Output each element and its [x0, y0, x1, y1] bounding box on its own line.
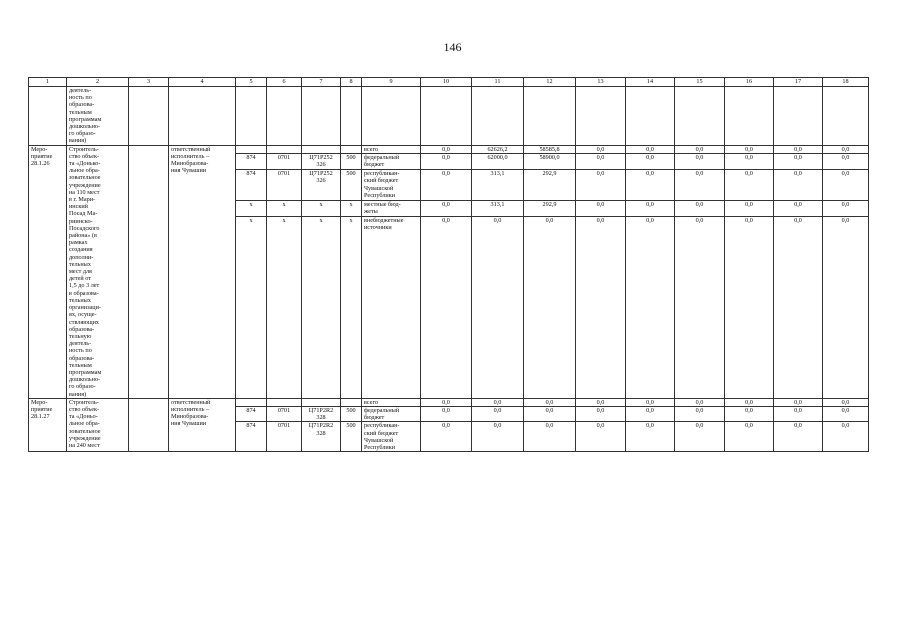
amount-cell: 0,0 [576, 422, 626, 452]
funding-source: местные бюд- жеты [362, 201, 421, 217]
amount-cell: 0,0 [421, 201, 472, 217]
amount-cell: 0,0 [576, 154, 626, 170]
amount-cell: 0,0 [675, 170, 725, 201]
target-item-code: Ц71Р252 326 [302, 154, 341, 170]
budget-row [29, 145, 869, 154]
amount-cell: 0,0 [576, 217, 626, 399]
cell-empty [576, 87, 626, 146]
amount-cell: 0,0 [626, 170, 675, 201]
amount-cell: 292,9 [524, 201, 576, 217]
amount-cell: 0,0 [421, 154, 472, 170]
amount-cell: 58585,8 [524, 145, 576, 154]
amount-cell: 0,0 [675, 398, 725, 406]
grbs-code: х [236, 201, 267, 217]
amount-cell: 313,1 [472, 201, 524, 217]
amount-cell: 0,0 [675, 154, 725, 170]
amount-cell: 0,0 [725, 145, 774, 154]
budget-table [28, 77, 869, 452]
amount-cell: 0,0 [725, 422, 774, 452]
amount-cell: 0,0 [576, 398, 626, 406]
target-item-code: х [302, 201, 341, 217]
amount-cell: 0,0 [774, 398, 823, 406]
cell-empty [421, 87, 472, 146]
cell-empty [823, 87, 869, 146]
amount-cell: 0,0 [626, 201, 675, 217]
amount-cell: 0,0 [774, 406, 823, 421]
column-number: 12 [524, 78, 576, 87]
amount-cell: 0,0 [421, 170, 472, 201]
grbs-code [236, 145, 267, 154]
cell-empty [236, 87, 267, 146]
amount-cell: 0,0 [576, 145, 626, 154]
column-number: 11 [472, 78, 524, 87]
amount-cell: 0,0 [823, 145, 869, 154]
column-number: 7 [302, 78, 341, 87]
column-number: 9 [362, 78, 421, 87]
amount-cell: 0,0 [626, 398, 675, 406]
amount-cell: 0,0 [725, 154, 774, 170]
cell-empty [129, 87, 169, 146]
amount-cell: 0,0 [626, 145, 675, 154]
cell-empty [524, 87, 576, 146]
cell-empty [341, 87, 362, 146]
amount-cell: 58900,0 [524, 154, 576, 170]
amount-cell: 0,0 [774, 422, 823, 452]
amount-cell: 0,0 [576, 170, 626, 201]
amount-cell: 0,0 [576, 406, 626, 421]
section-code: 0701 [267, 406, 302, 421]
funding-source: всего [362, 145, 421, 154]
cell-empty [29, 87, 67, 146]
responsible-executor: ответственный исполнитель – Минобразова- ния Чувашии [169, 398, 236, 452]
grbs-code: 874 [236, 170, 267, 201]
amount-cell: 62626,2 [472, 145, 524, 154]
amount-cell: 0,0 [421, 145, 472, 154]
expense-type-code [341, 145, 362, 154]
amount-cell: 0,0 [823, 398, 869, 406]
cell-empty [169, 87, 236, 146]
column-number: 2 [67, 78, 129, 87]
amount-cell: 0,0 [421, 422, 472, 452]
amount-cell: 0,0 [626, 154, 675, 170]
amount-cell: 0,0 [774, 145, 823, 154]
responsible-executor: ответственный исполнитель – Минобразова- ния Чувашии [169, 145, 236, 398]
expense-type-code [341, 398, 362, 406]
column-number: 1 [29, 78, 67, 87]
target-item-code: Ц71Р2R2 328 [302, 422, 341, 452]
amount-cell: 0,0 [774, 154, 823, 170]
amount-cell: 0,0 [725, 406, 774, 421]
grbs-code: 874 [236, 406, 267, 421]
column-number: 15 [675, 78, 725, 87]
target-item-code: х [302, 217, 341, 399]
amount-cell: 0,0 [524, 217, 576, 399]
column-number: 6 [267, 78, 302, 87]
cell-empty [774, 87, 823, 146]
measure-description: Строитель- ство объек- та «Донько- льное обра- зовательное учреждение на 110 мест в г. Мари- инский Посад Ма- риинско- Посадского района» (в рамках создания дополни- тельных мест для детей от 1,5 до 3 лет в образова- тельных организаци- ях, осуще- ствляющих образова- тельную деятель- ность по образова- тельным программам дошкольно- го образо- вания) [67, 145, 129, 398]
funding-source: республикан- ский бюджет Чувашской Республики [362, 170, 421, 201]
measure-code: Меро- приятие 28.1.27 [29, 398, 67, 452]
expense-type-code: 500 [341, 406, 362, 421]
amount-cell: 0,0 [472, 406, 524, 421]
amount-cell: 0,0 [524, 422, 576, 452]
column-number: 18 [823, 78, 869, 87]
amount-cell: 0,0 [675, 217, 725, 399]
amount-cell: 0,0 [576, 201, 626, 217]
amount-cell: 0,0 [626, 422, 675, 452]
amount-cell: 0,0 [421, 406, 472, 421]
cell-empty [675, 87, 725, 146]
funding-source: федеральный бюджет [362, 154, 421, 170]
column-number: 3 [129, 78, 169, 87]
section-code: х [267, 217, 302, 399]
amount-cell: 0,0 [472, 422, 524, 452]
amount-cell: 0,0 [626, 217, 675, 399]
measure-description: Строитель- ство объек- та «Доньо- льное обра- зовательное учреждение на 240 мест [67, 398, 129, 452]
section-code: х [267, 201, 302, 217]
column-number: 4 [169, 78, 236, 87]
amount-cell: 0,0 [774, 217, 823, 399]
amount-cell: 0,0 [675, 406, 725, 421]
expense-type-code: 500 [341, 154, 362, 170]
amount-cell: 0,0 [421, 217, 472, 399]
cell-empty [626, 87, 675, 146]
table-body [29, 78, 869, 452]
funding-source: внебюджетные источники [362, 217, 421, 399]
grbs-code [236, 398, 267, 406]
amount-cell: 313,1 [472, 170, 524, 201]
column-number: 5 [236, 78, 267, 87]
amount-cell: 62000,0 [472, 154, 524, 170]
amount-cell: 292,9 [524, 170, 576, 201]
amount-cell: 0,0 [725, 217, 774, 399]
column-number: 17 [774, 78, 823, 87]
expense-type-code: х [341, 201, 362, 217]
grbs-code: 874 [236, 154, 267, 170]
amount-cell: 0,0 [823, 201, 869, 217]
section-code: 0701 [267, 154, 302, 170]
column-number: 13 [576, 78, 626, 87]
amount-cell: 0,0 [823, 154, 869, 170]
target-item-code: Ц71Р252 326 [302, 170, 341, 201]
cell-empty [129, 398, 169, 452]
amount-cell: 0,0 [823, 422, 869, 452]
cell-empty [267, 87, 302, 146]
amount-cell: 0,0 [472, 217, 524, 399]
grbs-code: 874 [236, 422, 267, 452]
amount-cell: 0,0 [823, 406, 869, 421]
column-number: 10 [421, 78, 472, 87]
amount-cell: 0,0 [725, 170, 774, 201]
amount-cell: 0,0 [725, 398, 774, 406]
funding-source: республикан- ский бюджет Чувашской Республики [362, 422, 421, 452]
amount-cell: 0,0 [675, 201, 725, 217]
amount-cell: 0,0 [524, 398, 576, 406]
amount-cell: 0,0 [626, 406, 675, 421]
cell-empty [362, 87, 421, 146]
column-number: 8 [341, 78, 362, 87]
section-code [267, 145, 302, 154]
page-number: 146 [443, 40, 462, 54]
funding-source: федеральный бюджет [362, 406, 421, 421]
continuation-row [29, 87, 869, 146]
budget-row [29, 398, 869, 406]
target-item-code [302, 145, 341, 154]
target-item-code: Ц71Р2R2 328 [302, 406, 341, 421]
target-item-code [302, 398, 341, 406]
amount-cell: 0,0 [675, 145, 725, 154]
continued-description: деятель- ность по образова- тельным программам дошкольно- го образо- вания) [67, 87, 129, 146]
amount-cell: 0,0 [524, 406, 576, 421]
cell-empty [302, 87, 341, 146]
expense-type-code: 500 [341, 422, 362, 452]
measure-code: Меро- приятие 28.1.26 [29, 145, 67, 398]
amount-cell: 0,0 [675, 422, 725, 452]
cell-empty [472, 87, 524, 146]
amount-cell: 0,0 [725, 201, 774, 217]
amount-cell: 0,0 [823, 217, 869, 399]
grbs-code: х [236, 217, 267, 399]
column-number-row [29, 78, 869, 87]
funding-source: всего [362, 398, 421, 406]
amount-cell: 0,0 [823, 170, 869, 201]
amount-cell: 0,0 [774, 201, 823, 217]
expense-type-code: х [341, 217, 362, 399]
column-number: 14 [626, 78, 675, 87]
cell-empty [129, 145, 169, 398]
column-number: 16 [725, 78, 774, 87]
cell-empty [725, 87, 774, 146]
section-code: 0701 [267, 170, 302, 201]
amount-cell: 0,0 [774, 170, 823, 201]
amount-cell: 0,0 [421, 398, 472, 406]
section-code: 0701 [267, 422, 302, 452]
expense-type-code: 500 [341, 170, 362, 201]
section-code [267, 398, 302, 406]
amount-cell: 0,0 [472, 398, 524, 406]
